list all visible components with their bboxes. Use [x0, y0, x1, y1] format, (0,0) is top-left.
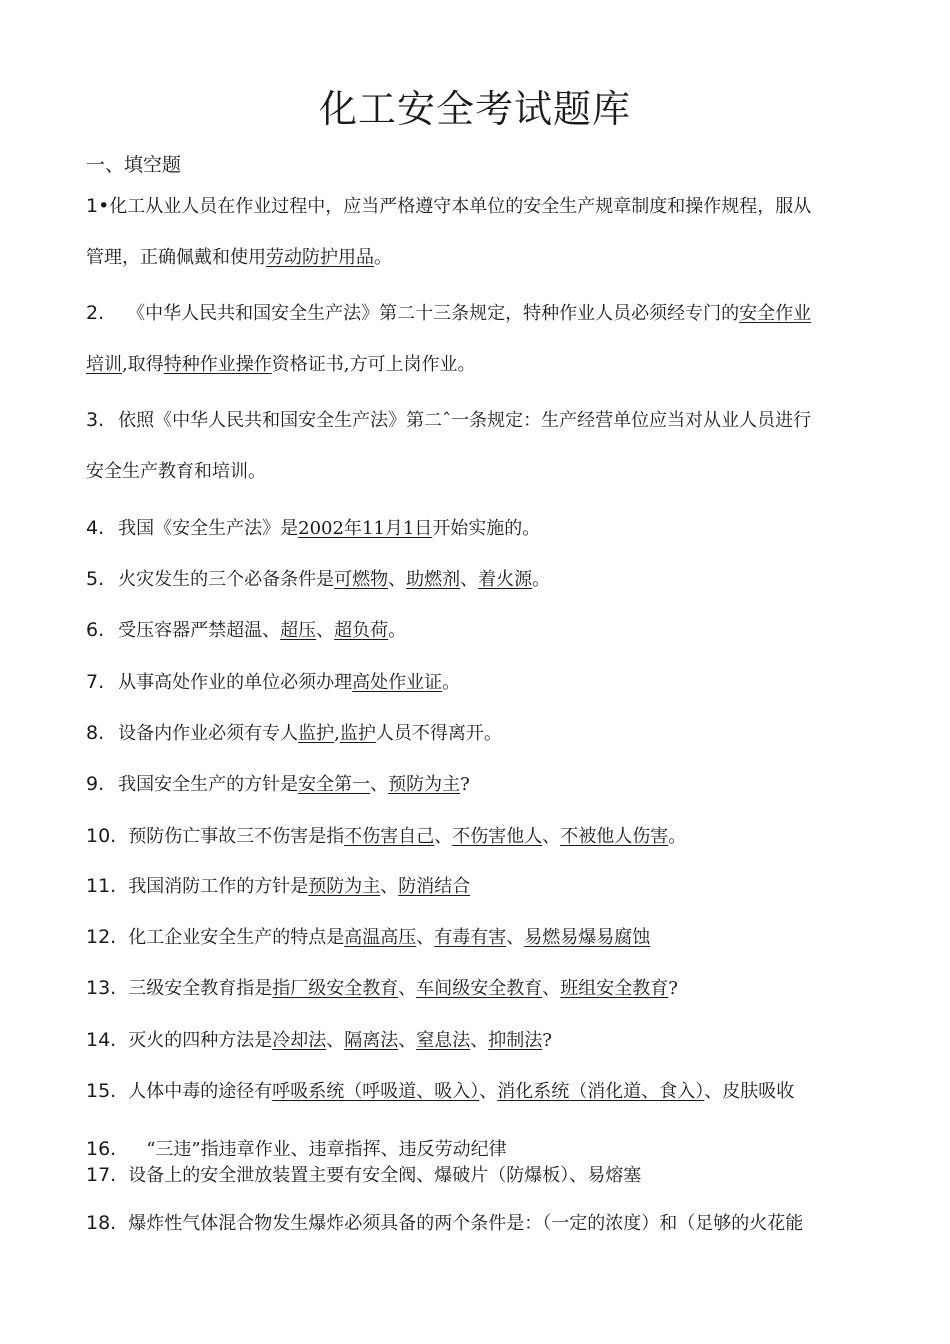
- question-text: 、: [542, 978, 561, 999]
- answer-blank: 高温高压: [344, 927, 417, 948]
- answer-blank: 指厂级安全教育: [272, 978, 399, 999]
- answer-blank: 预防为主: [308, 876, 381, 897]
- question-text: 。: [668, 826, 687, 847]
- question-2-line2: [86, 352, 475, 378]
- question-text: 三级安全教育指是: [128, 978, 273, 999]
- question-text: 我国安全生产的方针是: [118, 774, 299, 795]
- question-text: 安全生产教育和培训。: [86, 461, 266, 482]
- question-number: 15.: [86, 1080, 117, 1102]
- question-text: 。: [442, 672, 461, 693]
- question-text: 、: [470, 1030, 489, 1051]
- question-text: 。: [532, 569, 551, 590]
- question-text: ?: [460, 774, 470, 795]
- answer-blank: 有毒有害: [434, 927, 507, 948]
- answer-blank: 消化系统（消化道、食入）: [497, 1081, 705, 1102]
- question-text: 爆炸性气体混合物发生爆炸必须具备的两个条件是：（一定的浓度）和（足够的火花能: [128, 1213, 804, 1234]
- answer-blank: 防消结合: [398, 876, 471, 897]
- page-title: 化工安全考试题库: [318, 87, 631, 131]
- question-3-line2: [86, 459, 266, 485]
- question-text: 。: [374, 247, 392, 268]
- answer-blank: 不伤害他人: [452, 826, 543, 847]
- answer-blank: 抑制法: [488, 1030, 543, 1051]
- answer-blank: 超负荷: [334, 620, 389, 641]
- answer-blank: 不被他人伤害: [560, 826, 669, 847]
- question-number: 13.: [86, 977, 117, 999]
- question-number: 6.: [86, 619, 105, 641]
- question-5-line1: [86, 566, 550, 593]
- question-1-line1: [86, 193, 811, 220]
- answer-blank: 呼吸系统（呼吸道、吸入）: [272, 1081, 480, 1102]
- question-text: 《中华人民共和国安全生产法》第二十三条规定，特种作业人员必须经专门的: [118, 303, 740, 324]
- answer-blank: 窒息法: [416, 1030, 471, 1051]
- question-text: 、: [398, 1030, 417, 1051]
- answer-blank: 易燃易爆易腐蚀: [524, 927, 651, 948]
- question-number: 16.: [86, 1138, 117, 1160]
- question-number: 9.: [86, 773, 105, 795]
- question-17-line1: [86, 1162, 641, 1189]
- question-number: 3.: [86, 409, 105, 431]
- question-text: 、: [380, 876, 399, 897]
- question-text: 、: [416, 927, 435, 948]
- question-7-line1: [86, 669, 460, 696]
- answer-blank: 安全作业: [739, 303, 812, 324]
- question-text: 我国消防工作的方针是: [128, 876, 309, 897]
- question-text: “三违”指违章作业、违章指挥、违反劳动纪律: [128, 1139, 507, 1160]
- question-14-line1: [86, 1027, 552, 1054]
- answer-blank: 高处作业证: [352, 672, 443, 693]
- question-text: 、: [542, 826, 561, 847]
- answer-blank: 不伤害自己: [344, 826, 435, 847]
- question-text: 。: [388, 620, 407, 641]
- question-11-line1: [86, 873, 470, 900]
- question-text: 人员不得离开。: [375, 723, 502, 744]
- question-number: 12.: [86, 926, 117, 948]
- question-text: 开始实施的。: [432, 518, 541, 539]
- question-number: 14.: [86, 1029, 117, 1051]
- question-15-line1: [86, 1078, 794, 1105]
- question-number: 11.: [86, 875, 117, 897]
- answer-blank: 车间级安全教育: [416, 978, 543, 999]
- section-heading: 一、填空题: [86, 154, 182, 176]
- question-text: 化工企业安全生产的特点是: [128, 927, 345, 948]
- question-18-line1: [86, 1210, 803, 1237]
- question-9-line1: [86, 771, 470, 798]
- question-number: 8.: [86, 722, 105, 744]
- question-text: 、皮肤吸收: [704, 1081, 795, 1102]
- question-text: 、: [388, 569, 407, 590]
- question-text: 、: [326, 1030, 345, 1051]
- question-text: ,取得: [122, 354, 164, 375]
- question-text: 设备上的安全泄放装置主要有安全阀、爆破片（防爆板）、易熔塞: [128, 1165, 642, 1186]
- question-text: ,: [334, 723, 340, 744]
- answer-blank: 劳动防护用品: [266, 247, 374, 268]
- answer-blank: 班组安全教育: [560, 978, 669, 999]
- question-number: 18.: [86, 1212, 117, 1234]
- question-text: 、: [460, 569, 479, 590]
- question-text: 灭火的四种方法是: [128, 1030, 273, 1051]
- answer-blank: 2002年11月1日: [298, 518, 433, 539]
- question-text: 资格证书,方可上岗作业。: [271, 354, 476, 375]
- question-text: ?: [542, 1030, 552, 1051]
- question-number: 5.: [86, 568, 105, 590]
- question-text: 、: [398, 978, 417, 999]
- question-text: 我国《安全生产法》是: [118, 518, 299, 539]
- question-number: 17.: [86, 1164, 117, 1186]
- question-text: ?: [668, 978, 678, 999]
- answer-blank: 监护: [298, 723, 335, 744]
- question-number: 2.: [86, 302, 105, 324]
- answer-blank: 监护: [339, 723, 376, 744]
- question-2-line1: [86, 300, 811, 327]
- answer-blank: 隔离法: [344, 1030, 399, 1051]
- question-text: 从事高处作业的单位必须办理: [118, 672, 353, 693]
- question-text: 受压容器严禁超温、: [118, 620, 281, 641]
- question-text: 、: [506, 927, 525, 948]
- question-text: 预防伤亡事故三不伤害是指: [128, 826, 345, 847]
- question-3-line1: [86, 407, 811, 434]
- question-text: 火灾发生的三个必备条件是: [118, 569, 335, 590]
- question-text: 、: [434, 826, 453, 847]
- question-text: 、: [479, 1081, 498, 1102]
- question-8-line1: [86, 720, 502, 747]
- question-16-line1: [86, 1136, 507, 1163]
- question-number: 1•: [86, 195, 110, 217]
- question-text: 、: [316, 620, 335, 641]
- answer-blank: 可燃物: [334, 569, 389, 590]
- answer-blank: 特种作业操作: [163, 354, 272, 375]
- question-1-line2: [86, 245, 392, 271]
- question-4-line1: [86, 515, 540, 542]
- question-text: 化工从业人员在作业过程中，应当严格遵守本单位的安全生产规章制度和操作规程，服从: [109, 196, 812, 217]
- question-13-line1: [86, 975, 678, 1002]
- answer-blank: 着火源: [478, 569, 533, 590]
- question-text: 依照《中华人民共和国安全生产法》第二ˆ一条规定：生产经营单位应当对从业人员进行: [118, 410, 812, 431]
- answer-blank: 培训: [86, 354, 122, 375]
- question-10-line1: [86, 823, 686, 850]
- question-text: 、: [370, 774, 389, 795]
- question-text: 人体中毒的途径有: [128, 1081, 273, 1102]
- answer-blank: 助燃剂: [406, 569, 461, 590]
- answer-blank: 预防为主: [388, 774, 461, 795]
- answer-blank: 超压: [280, 620, 317, 641]
- question-text: 设备内作业必须有专人: [118, 723, 299, 744]
- answer-blank: 安全第一: [298, 774, 371, 795]
- question-text: 管理，正确佩戴和使用: [86, 247, 266, 268]
- answer-blank: 冷却法: [272, 1030, 327, 1051]
- question-number: 10.: [86, 825, 117, 847]
- question-number: 7.: [86, 671, 105, 693]
- question-6-line1: [86, 617, 406, 644]
- question-number: 4.: [86, 517, 105, 539]
- question-12-line1: [86, 924, 650, 951]
